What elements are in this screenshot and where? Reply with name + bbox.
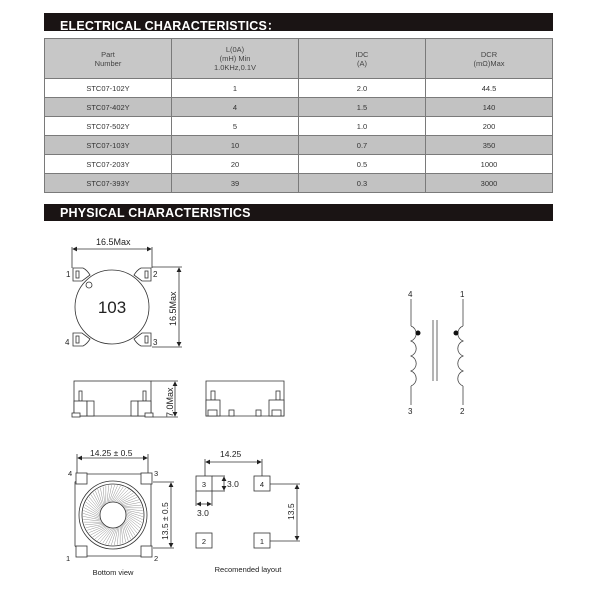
schematic-pin-label: 2 — [460, 407, 465, 416]
header-line: (A) — [357, 58, 367, 68]
schematic-drawing — [411, 299, 463, 405]
cell-inductance: 20 — [172, 155, 299, 174]
pad — [141, 473, 152, 484]
winding-wire — [125, 520, 135, 535]
pin-label: 3 — [153, 338, 158, 347]
winding-wire — [123, 505, 141, 507]
notch — [229, 410, 234, 416]
top-view-drawing — [72, 247, 182, 347]
recommended-layout-drawing — [196, 459, 300, 548]
header-line: Part — [101, 49, 115, 59]
pin-label: 3 — [154, 469, 159, 478]
header-line: L(0A) — [225, 45, 245, 54]
cell-inductance: 5 — [172, 117, 299, 136]
bottom-height-label: 13.5 ± 0.5 — [160, 502, 170, 540]
terminal-block — [87, 401, 94, 416]
schematic-pin-label: 3 — [408, 407, 413, 416]
terminal — [276, 391, 280, 400]
polarity-dot — [416, 331, 421, 336]
winding-wire — [118, 493, 133, 503]
terminal — [143, 391, 146, 401]
winding-wire — [103, 487, 105, 505]
winding-wire — [83, 510, 100, 517]
pad-label: 1 — [259, 537, 265, 546]
cell-idc: 0.5 — [299, 155, 426, 174]
foot — [145, 413, 153, 417]
winding-wire — [108, 528, 115, 545]
pin-label: 1 — [66, 270, 71, 279]
header-line: 1.0KHz,0.1V — [213, 63, 257, 72]
schematic-pin-label: 4 — [408, 290, 413, 299]
winding-wire — [93, 527, 108, 537]
pad — [76, 546, 87, 557]
layout-height-label: 13.5 — [286, 503, 296, 520]
foot — [208, 410, 217, 416]
right-coil — [458, 326, 463, 386]
cell-part-number: STC07-103Y — [45, 136, 172, 155]
physical-section-title: PHYSICAL CHARACTERISTICS — [60, 206, 251, 220]
cell-dcr: 1000 — [426, 155, 553, 174]
cell-inductance: 4 — [172, 98, 299, 117]
cell-idc: 0.7 — [299, 136, 426, 155]
pin-label: 2 — [154, 554, 159, 563]
winding-wire — [126, 512, 143, 519]
winding-wire — [91, 495, 101, 510]
cell-part-number: STC07-402Y — [45, 98, 172, 117]
pad-label: 4 — [259, 480, 265, 489]
cell-dcr: 44.5 — [426, 79, 553, 98]
pad-width-label: 3.0 — [197, 508, 209, 518]
terminal — [79, 391, 82, 401]
cell-idc: 1.0 — [299, 117, 426, 136]
pad — [141, 546, 152, 557]
top-width-label: 16.5Max — [96, 237, 131, 247]
pin-label: 1 — [66, 554, 71, 563]
pad-label: 2 — [201, 537, 207, 546]
part-marking: 103 — [97, 298, 127, 317]
schematic-pin-label: 1 — [460, 290, 465, 299]
cell-dcr: 3000 — [426, 174, 553, 193]
cell-idc: 0.3 — [299, 174, 426, 193]
pin-label: 2 — [153, 270, 158, 279]
header-line: (mΩ)Max — [473, 58, 505, 68]
layout-caption: Recomended layout — [214, 565, 282, 574]
cell-part-number: STC07-502Y — [45, 117, 172, 136]
cell-part-number: STC07-102Y — [45, 79, 172, 98]
cell-part-number: STC07-203Y — [45, 155, 172, 174]
pad-label: 3 — [201, 480, 207, 489]
pin-label: 4 — [65, 338, 70, 347]
pin-label: 4 — [68, 469, 73, 478]
layout-width-label: 14.25 — [220, 449, 242, 459]
polarity-dot — [454, 331, 459, 336]
foot — [72, 413, 80, 417]
side-view-drawing — [72, 381, 153, 417]
cell-dcr: 200 — [426, 117, 553, 136]
cell-inductance: 1 — [172, 79, 299, 98]
header-line: DCR — [480, 49, 498, 59]
center-hole — [100, 502, 126, 528]
cell-part-number: STC07-393Y — [45, 174, 172, 193]
winding-wire — [110, 485, 117, 502]
side-view-alt-drawing — [206, 381, 284, 416]
winding-wire — [85, 523, 103, 525]
bottom-width-label: 14.25 ± 0.5 — [90, 448, 133, 458]
electrical-section-title: ELECTRICAL CHARACTERISTICS： — [60, 19, 280, 33]
terminal-block — [131, 401, 138, 416]
header-line: Number — [94, 58, 122, 68]
notch — [256, 410, 261, 416]
winding-wire — [121, 525, 123, 543]
cell-dcr: 140 — [426, 98, 553, 117]
foot — [272, 410, 281, 416]
cell-dcr: 350 — [426, 136, 553, 155]
header-line: IDC — [355, 49, 369, 59]
terminal — [211, 391, 215, 400]
left-coil — [411, 326, 416, 386]
pad-height-label: 3.0 — [227, 479, 239, 489]
cell-idc: 1.5 — [299, 98, 426, 117]
cell-inductance: 39 — [172, 174, 299, 193]
pad — [76, 473, 87, 484]
side-height-label: 7.0Max — [165, 387, 175, 417]
header-line: (mH) Min — [219, 54, 251, 63]
cell-inductance: 10 — [172, 136, 299, 155]
cell-idc: 2.0 — [299, 79, 426, 98]
bottom-view-caption: Bottom view — [92, 568, 134, 577]
top-height-label: 16.5Max — [168, 291, 178, 326]
